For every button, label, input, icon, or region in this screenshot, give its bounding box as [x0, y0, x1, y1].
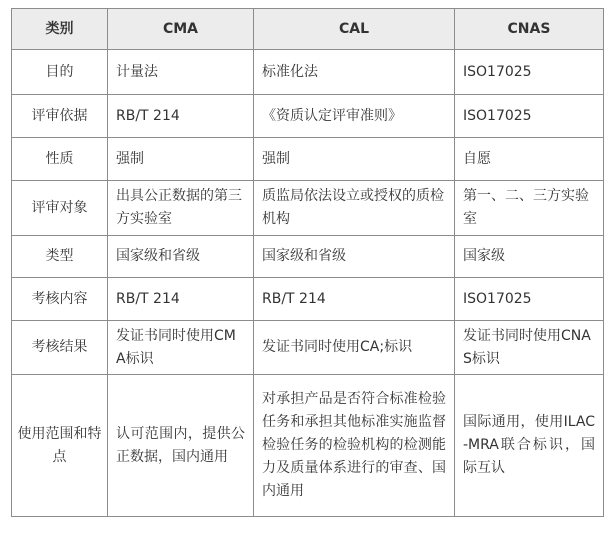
cell-cma: 发证书同时使用CMA标识 [108, 321, 254, 375]
cell-cma: RB/T 214 [108, 278, 254, 321]
header-category: 类别 [12, 9, 108, 50]
cell-cnas: 自愿 [455, 138, 604, 181]
cell-cnas: 发证书同时使用CNAS标识 [455, 321, 604, 375]
row-label: 考核内容 [12, 278, 108, 321]
cell-cal: RB/T 214 [254, 278, 455, 321]
row-label: 评审对象 [12, 181, 108, 236]
comparison-table-container [11, 8, 603, 517]
table-row [12, 50, 604, 95]
cell-cma: 计量法 [108, 50, 254, 95]
cell-cnas: 国际通用，使用ILAC-MRA联合标识，国际互认 [455, 375, 604, 517]
cell-cnas: ISO17025 [455, 95, 604, 138]
cell-cnas: 国家级 [455, 236, 604, 278]
row-label: 性质 [12, 138, 108, 181]
comparison-table [11, 8, 604, 517]
cell-cal: 对承担产品是否符合标准检验任务和承担其他标准实施监督检验任务的检验机构的检测能力及质量体系进行的审查、国内通用 [254, 375, 455, 517]
header-cal: CAL [254, 9, 455, 50]
table-row [12, 278, 604, 321]
cell-cal: 发证书同时使用CA;标识 [254, 321, 455, 375]
table-row [12, 181, 604, 236]
cell-cma: 强制 [108, 138, 254, 181]
cell-cal: 强制 [254, 138, 455, 181]
row-label: 评审依据 [12, 95, 108, 138]
header-cnas: CNAS [455, 9, 604, 50]
cell-cma: 国家级和省级 [108, 236, 254, 278]
table-row [12, 321, 604, 375]
cell-cma: RB/T 214 [108, 95, 254, 138]
cell-cal: 标准化法 [254, 50, 455, 95]
table-row [12, 95, 604, 138]
row-label: 使用范围和特点 [12, 375, 108, 517]
table-row [12, 236, 604, 278]
cell-cal: 质监局依法设立或授权的质检机构 [254, 181, 455, 236]
table-row [12, 138, 604, 181]
cell-cnas: 第一、二、三方实验室 [455, 181, 604, 236]
row-label: 目的 [12, 50, 108, 95]
cell-cal: 《资质认定评审准则》 [254, 95, 455, 138]
row-label: 类型 [12, 236, 108, 278]
cell-cnas: ISO17025 [455, 278, 604, 321]
cell-cma: 认可范围内，提供公正数据，国内通用 [108, 375, 254, 517]
cell-cnas: ISO17025 [455, 50, 604, 95]
cell-cma: 出具公正数据的第三方实验室 [108, 181, 254, 236]
table-row [12, 375, 604, 517]
cell-cal: 国家级和省级 [254, 236, 455, 278]
table-header-row [12, 9, 604, 50]
header-cma: CMA [108, 9, 254, 50]
row-label: 考核结果 [12, 321, 108, 375]
